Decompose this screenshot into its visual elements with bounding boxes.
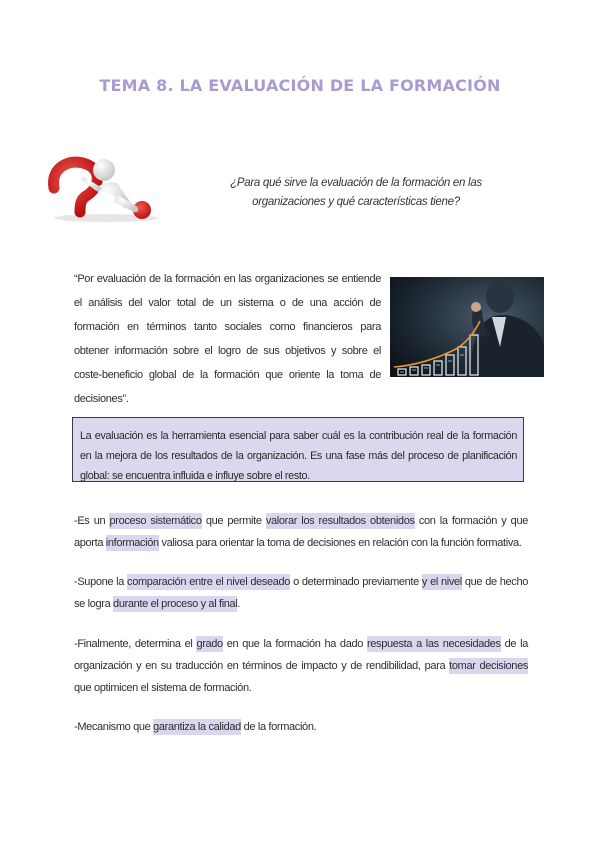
question-mark-person-illustration xyxy=(46,148,166,224)
text-segment: en que la formación ha dado xyxy=(222,638,367,650)
highlight: valorar los resultados obtenidos xyxy=(265,515,415,527)
highlight: comparación entre el nivel deseado xyxy=(127,576,291,588)
text-segment: o determinado previamente xyxy=(290,576,422,588)
highlight: y el nivel xyxy=(421,576,462,588)
text-segment: de la formación. xyxy=(240,721,317,733)
text-segment: -Supone la xyxy=(74,576,128,588)
definition-quote: “Por evaluación de la formación en las organizaciones se entiende el análisis del valor total de un sistema o de una acción de formación en términos tanto sociales como financieros para obtener información sobre el logro de sus objetivos y sobre el coste-beneficio global de la formación que oriente la toma de decisiones”. xyxy=(74,273,381,405)
characteristic-paragraph-1 xyxy=(74,510,528,554)
text-segment: de la organización y en su traducción en términos de impacto y de rendibilidad, para xyxy=(74,638,528,672)
characteristic-paragraph-4 xyxy=(74,716,528,738)
text-segment: -Es un xyxy=(74,515,110,527)
highlight: proceso sistemático xyxy=(109,515,202,527)
highlight: información xyxy=(105,537,159,549)
businessman-chart-photo xyxy=(390,277,544,377)
characteristic-paragraph-2 xyxy=(74,571,528,615)
text-segment: -Finalmente, determina el xyxy=(74,638,197,650)
text-segment: que permite xyxy=(201,515,266,527)
highlight: garantiza la calidad xyxy=(153,721,241,733)
text-segment: que de hecho se logra xyxy=(74,576,528,610)
highlight: durante el proceso y al final xyxy=(113,598,238,610)
text-segment: con la formación y que aporta xyxy=(74,515,528,549)
text-segment: valiosa para orientar la toma de decisiones en relación con la función formativa. xyxy=(158,537,522,549)
page-title: TEMA 8. LA EVALUACIÓN DE LA FORMACIÓN xyxy=(99,76,501,95)
text-segment: que optimicen el sistema de formación. xyxy=(74,682,252,694)
key-point-callout: La evaluación es la herramienta esencial para saber cuál es la contribución real de la formación en la mejora de los resultados de la organización. Es una fase más del proceso de planificación global: se encuentra influida e influye sobre el resto. xyxy=(72,417,524,482)
highlight: grado xyxy=(196,638,223,650)
text-segment: -Mecanismo que xyxy=(74,721,154,733)
highlight: tomar decisiones xyxy=(449,660,528,672)
guiding-question: ¿Para qué sirve la evaluación de la formación en las organizaciones y qué características tiene? xyxy=(230,177,482,208)
text-segment: . xyxy=(237,598,241,610)
characteristic-paragraph-3 xyxy=(74,633,528,699)
highlight: respuesta a las necesidades xyxy=(366,638,501,650)
